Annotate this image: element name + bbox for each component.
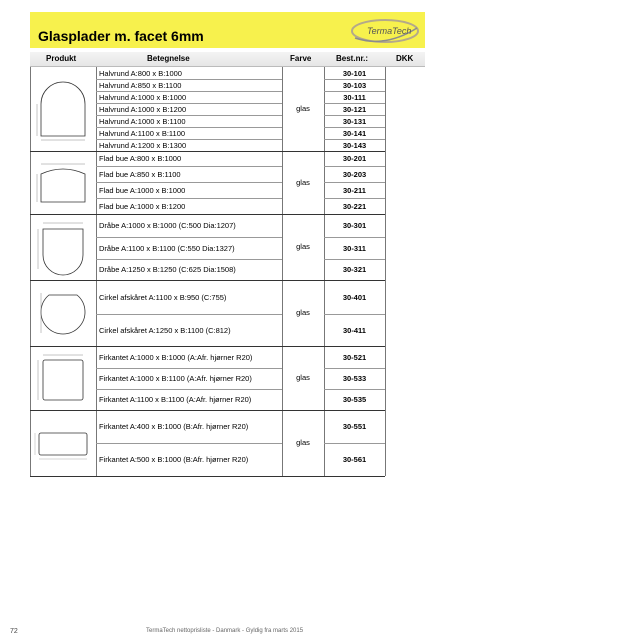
product-description: Halvrund A:1000 x B:1200 — [99, 104, 187, 114]
product-description: Firkantet A:400 x B:1000 (B:Afr. hjørner R20) — [99, 422, 249, 431]
row-divider — [324, 166, 385, 167]
product-description: Flad bue A:850 x B:1100 — [99, 169, 181, 179]
best-nr: 30-551 — [342, 422, 367, 431]
row-divider — [96, 259, 282, 260]
group-divider — [30, 346, 385, 347]
row-divider — [96, 198, 282, 199]
product-description: Halvrund A:1100 x B:1100 — [99, 128, 186, 138]
best-nr: 30-143 — [342, 140, 367, 150]
best-nr: 30-521 — [342, 352, 367, 362]
farve-cell: glas — [296, 438, 310, 447]
row-divider — [324, 182, 385, 183]
group-divider — [30, 280, 385, 281]
best-nr: 30-533 — [342, 374, 367, 383]
farve-cell: glas — [296, 373, 310, 382]
group-divider — [30, 476, 385, 477]
table-divider — [30, 67, 31, 476]
group-divider — [30, 214, 385, 215]
page-number: 72 — [10, 628, 18, 635]
best-nr: 30-201 — [342, 154, 367, 163]
product-drawing-cirkel — [33, 283, 93, 343]
row-divider — [96, 314, 282, 315]
logo-text: TermaTech — [367, 26, 412, 36]
best-nr: 30-121 — [342, 104, 367, 114]
product-description: Flad bue A:1000 x B:1200 — [99, 201, 186, 211]
farve-cell: glas — [296, 177, 310, 187]
best-nr: 30-411 — [343, 325, 366, 335]
table-divider — [324, 67, 325, 476]
best-nr: 30-101 — [342, 68, 367, 78]
row-divider — [324, 389, 385, 390]
best-nr: 30-221 — [342, 201, 367, 211]
row-divider — [96, 166, 282, 167]
best-nr: 30-321 — [342, 265, 367, 274]
product-description: Halvrund A:1000 x B:1100 — [99, 116, 186, 126]
best-nr: 30-535 — [342, 395, 367, 404]
product-description: Cirkel afskåret A:1100 x B:950 (C:755) — [99, 292, 227, 302]
best-nr: 30-561 — [342, 455, 367, 464]
table-divider — [385, 67, 386, 476]
row-divider — [96, 389, 282, 390]
product-description: Dråbe A:1250 x B:1250 (C:625 Dia:1508) — [99, 265, 236, 274]
product-description: Flad bue A:800 x B:1000 — [99, 154, 182, 163]
column-headers — [30, 52, 425, 67]
best-nr: 30-311 — [343, 243, 366, 253]
best-nr: 30-401 — [342, 292, 367, 302]
best-nr: 30-211 — [343, 185, 366, 195]
product-description: Firkantet A:500 x B:1000 (B:Afr. hjørner R20) — [99, 455, 249, 464]
best-nr: 30-103 — [342, 80, 367, 90]
product-drawing-flad-bue — [33, 158, 93, 208]
farve-cell: glas — [296, 104, 310, 113]
group-divider — [30, 151, 385, 152]
row-divider — [324, 368, 385, 369]
product-description: Firkantet A:1000 x B:1000 (A:Afr. hjørner R20) — [99, 352, 253, 362]
group-divider — [30, 410, 385, 411]
best-nr: 30-111 — [343, 92, 366, 102]
product-description: Cirkel afskåret A:1250 x B:1100 (C:812) — [99, 325, 231, 335]
row-divider — [324, 198, 385, 199]
product-description: Halvrund A:850 x B:1100 — [99, 80, 182, 90]
termatech-logo — [345, 16, 421, 46]
product-description: Firkantet A:1000 x B:1100 (A:Afr. hjørner R20) — [99, 374, 252, 383]
row-divider — [324, 443, 385, 444]
best-nr: 30-301 — [342, 221, 367, 230]
product-description: Halvrund A:1200 x B:1300 — [99, 140, 187, 150]
row-divider — [96, 182, 282, 183]
farve-cell: glas — [296, 308, 310, 317]
best-nr: 30-131 — [342, 116, 367, 126]
col-dkk: DKK — [396, 54, 414, 63]
product-description: Firkantet A:1100 x B:1100 (A:Afr. hjørner R20) — [99, 395, 252, 404]
product-drawing-firkant-smal — [31, 423, 95, 463]
col-betegnelse: Betegnelse — [147, 54, 190, 63]
product-drawing-halvrund — [33, 74, 93, 144]
row-divider — [324, 314, 385, 315]
col-produkt: Produkt — [46, 54, 77, 63]
best-nr: 30-141 — [342, 128, 367, 138]
row-divider — [96, 237, 282, 238]
footer-text: TermaTech nettoprisliste - Danmark - Gyldig fra marts 2015 — [146, 628, 304, 634]
page-title: Glasplader m. facet 6mm — [38, 28, 204, 44]
product-drawing-firkant — [33, 350, 93, 406]
row-divider — [324, 259, 385, 260]
product-description: Dråbe A:1100 x B:1100 (C:550 Dia:1327) — [99, 243, 235, 253]
row-divider — [324, 237, 385, 238]
col-farve: Farve — [290, 54, 312, 63]
table-divider — [282, 67, 283, 476]
best-nr: 30-203 — [342, 169, 367, 179]
product-description: Halvrund A:1000 x B:1000 — [99, 92, 187, 102]
product-description: Dråbe A:1000 x B:1000 (C:500 Dia:1207) — [99, 221, 236, 230]
row-divider — [96, 368, 282, 369]
col-bestnr: Best.nr.: — [336, 54, 369, 63]
farve-cell: glas — [296, 242, 310, 251]
product-description: Flad bue A:1000 x B:1000 — [99, 185, 186, 195]
table-divider — [96, 67, 97, 476]
product-drawing-draabe — [33, 217, 93, 277]
product-description: Halvrund A:800 x B:1000 — [99, 68, 182, 78]
row-divider — [96, 443, 282, 444]
page-header — [30, 12, 425, 48]
